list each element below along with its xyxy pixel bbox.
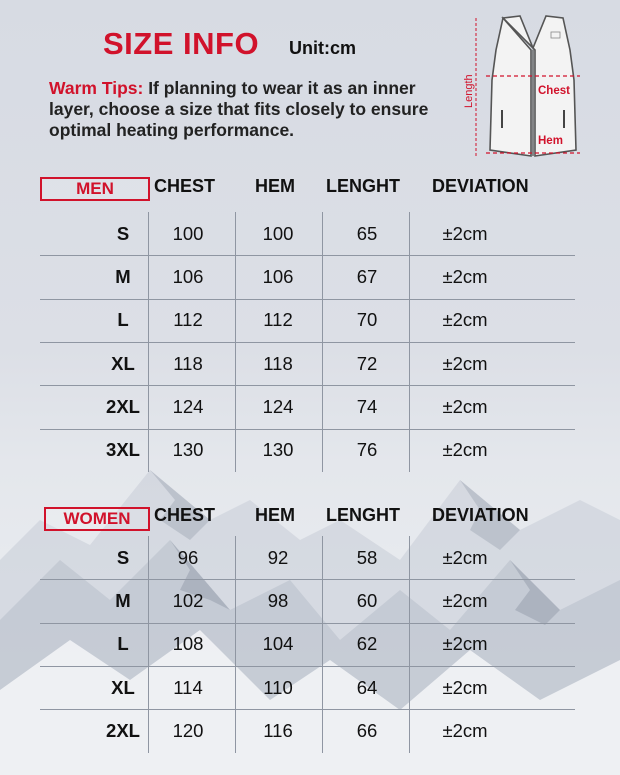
column-divider: [322, 212, 323, 472]
women-cell-chest: 114: [173, 676, 203, 698]
men-header-deviation: DEVIATION: [432, 176, 529, 196]
women-cell-length: 66: [356, 719, 378, 741]
women-header-length: LENGHT: [326, 505, 400, 525]
column-divider: [235, 536, 236, 753]
men-cell-size: M: [115, 265, 131, 287]
women-cell-hem: 92: [267, 546, 289, 568]
men-cell-length: 70: [356, 309, 378, 331]
men-cell-hem: 112: [263, 309, 293, 331]
men-cell-length: 67: [356, 265, 378, 287]
men-cell-size: 2XL: [106, 395, 140, 417]
women-cell-deviation: ±2cm: [442, 719, 488, 741]
women-header-hem: HEM: [255, 505, 295, 525]
men-cell-chest: 112: [173, 309, 203, 331]
men-cell-chest: 106: [172, 265, 204, 287]
women-cell-size: XL: [111, 676, 135, 698]
men-tag: MEN: [40, 177, 150, 201]
men-cell-deviation: ±2cm: [442, 222, 488, 244]
women-cell-length: 60: [356, 589, 378, 611]
unit-label: Unit:cm: [289, 38, 356, 58]
women-cell-size: M: [115, 589, 131, 611]
row-divider: [40, 299, 575, 300]
men-cell-length: 74: [356, 395, 378, 417]
women-cell-chest: 108: [172, 633, 204, 655]
row-divider: [40, 666, 575, 667]
row-divider: [40, 579, 575, 580]
vest-diagram: [458, 10, 608, 160]
men-cell-hem: 118: [263, 352, 293, 374]
men-cell-chest: 118: [173, 352, 203, 374]
women-cell-size: L: [117, 633, 129, 655]
men-cell-hem: 124: [262, 395, 294, 417]
men-cell-size: 3XL: [106, 439, 140, 461]
men-cell-hem: 100: [262, 222, 294, 244]
column-divider: [322, 536, 323, 753]
men-header-length: LENGHT: [326, 176, 400, 196]
men-cell-chest: 124: [172, 395, 204, 417]
men-cell-chest: 100: [172, 222, 204, 244]
men-cell-size: S: [116, 222, 130, 244]
men-cell-size: L: [117, 309, 129, 331]
women-cell-deviation: ±2cm: [442, 546, 488, 568]
women-cell-size: 2XL: [106, 719, 140, 741]
women-cell-length: 64: [356, 676, 378, 698]
women-cell-hem: 104: [262, 633, 294, 655]
men-cell-hem: 130: [262, 439, 294, 461]
women-cell-length: 58: [356, 546, 378, 568]
men-cell-size: XL: [111, 352, 135, 374]
men-cell-hem: 106: [262, 265, 294, 287]
men-cell-deviation: ±2cm: [442, 265, 488, 287]
warm-tips-text: If planning to wear it as an inner layer, choose a size that fits closely to ensure optimal heating performance.: [49, 78, 429, 140]
men-cell-deviation: ±2cm: [442, 352, 488, 374]
women-header-chest: CHEST: [154, 505, 216, 525]
page-title: SIZE INFO: [103, 26, 260, 61]
row-divider: [40, 385, 575, 386]
men-cell-deviation: ±2cm: [442, 309, 488, 331]
women-cell-chest: 96: [177, 546, 199, 568]
column-divider: [148, 212, 149, 472]
women-cell-length: 62: [356, 633, 378, 655]
column-divider: [148, 536, 149, 753]
men-cell-deviation: ±2cm: [442, 439, 488, 461]
women-cell-chest: 120: [172, 719, 204, 741]
hem-label: Hem: [538, 135, 563, 147]
women-cell-hem: 110: [263, 676, 293, 698]
length-label: Length: [463, 74, 475, 108]
row-divider: [40, 429, 575, 430]
men-header-chest: CHEST: [154, 176, 216, 196]
chest-label: Chest: [538, 85, 570, 97]
row-divider: [40, 623, 575, 624]
women-cell-deviation: ±2cm: [442, 676, 488, 698]
women-cell-hem: 98: [267, 589, 289, 611]
row-divider: [40, 709, 575, 710]
warm-tips: [49, 78, 454, 141]
warm-tips-label: Warm Tips:: [49, 78, 144, 98]
women-cell-chest: 102: [172, 589, 204, 611]
women-tag: WOMEN: [44, 507, 150, 531]
men-cell-length: 76: [356, 439, 378, 461]
column-divider: [409, 212, 410, 472]
women-cell-deviation: ±2cm: [442, 633, 488, 655]
men-cell-chest: 130: [172, 439, 204, 461]
row-divider: [40, 342, 575, 343]
women-cell-deviation: ±2cm: [442, 589, 488, 611]
men-cell-deviation: ±2cm: [442, 395, 488, 417]
women-cell-hem: 116: [263, 719, 293, 741]
men-cell-length: 72: [356, 352, 378, 374]
row-divider: [40, 255, 575, 256]
column-divider: [409, 536, 410, 753]
men-header-hem: HEM: [255, 176, 295, 196]
women-cell-size: S: [116, 546, 130, 568]
column-divider: [235, 212, 236, 472]
women-header-deviation: DEVIATION: [432, 505, 529, 525]
men-cell-length: 65: [356, 222, 378, 244]
